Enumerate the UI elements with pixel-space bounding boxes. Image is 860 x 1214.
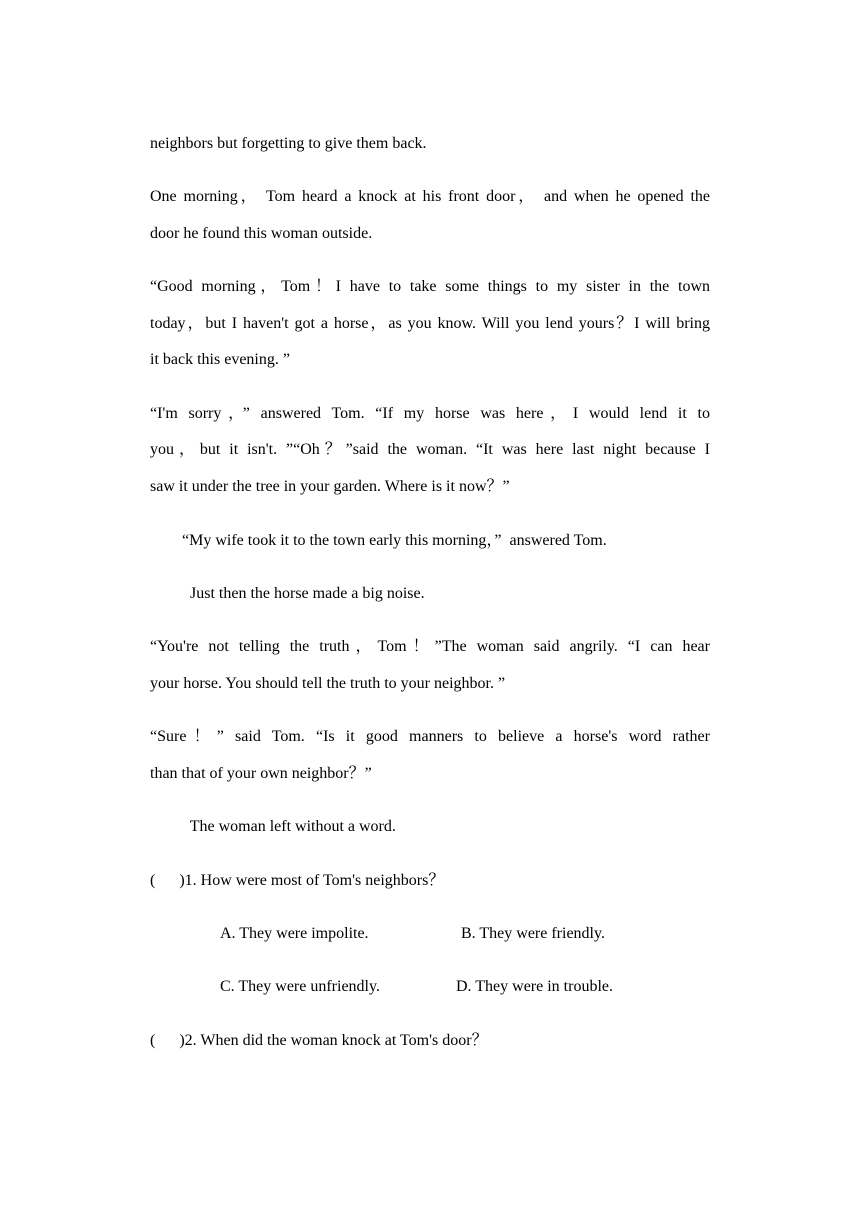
question-stem: ( )2. When did the woman knock at Tom's door？ (150, 1032, 488, 1049)
passage-line: your horse. You should tell the truth to your neighbor. ” (150, 675, 506, 692)
passage-line: it back this evening. ” (150, 351, 290, 368)
question-stem: ( )1. How were most of Tom's neighbors？ (150, 872, 445, 889)
passage-line: you，but it isn't. ”“Oh？”said the woman. “It was here last night because I (150, 441, 710, 458)
answer-option-c: C. They were unfriendly. (220, 978, 380, 995)
passage-line: “Sure！” said Tom. “Is it good manners to believe a horse's word rather (150, 728, 710, 745)
passage-line: than that of your own neighbor？” (150, 765, 372, 782)
passage-line: The woman left without a word. (150, 818, 396, 835)
answer-option-b: B. They were friendly. (461, 925, 605, 942)
passage-line: saw it under the tree in your garden. Where is it now？” (150, 478, 510, 495)
passage-line: “I'm sorry，” answered Tom. “If my horse was here，I would lend it to (150, 405, 710, 422)
answer-option-a: A. They were impolite. (220, 925, 369, 942)
passage-line: door he found this woman outside. (150, 225, 373, 242)
answer-option-d: D. They were in trouble. (456, 978, 613, 995)
passage-line: Just then the horse made a big noise. (150, 585, 425, 602)
passage-line: “My wife took it to the town early this morning，” answered Tom. (150, 532, 607, 549)
passage-line: One morning， Tom heard a knock at his front door， and when he opened the (150, 188, 710, 205)
passage-line: today，but I haven't got a horse，as you know. Will you lend yours？I will bring (150, 315, 710, 332)
passage-line: “Good morning，Tom！I have to take some things to my sister in the town (150, 278, 710, 295)
passage-line: neighbors but forgetting to give them back. (150, 135, 427, 152)
passage-line: “You're not telling the truth，Tom！”The woman said angrily. “I can hear (150, 638, 710, 655)
